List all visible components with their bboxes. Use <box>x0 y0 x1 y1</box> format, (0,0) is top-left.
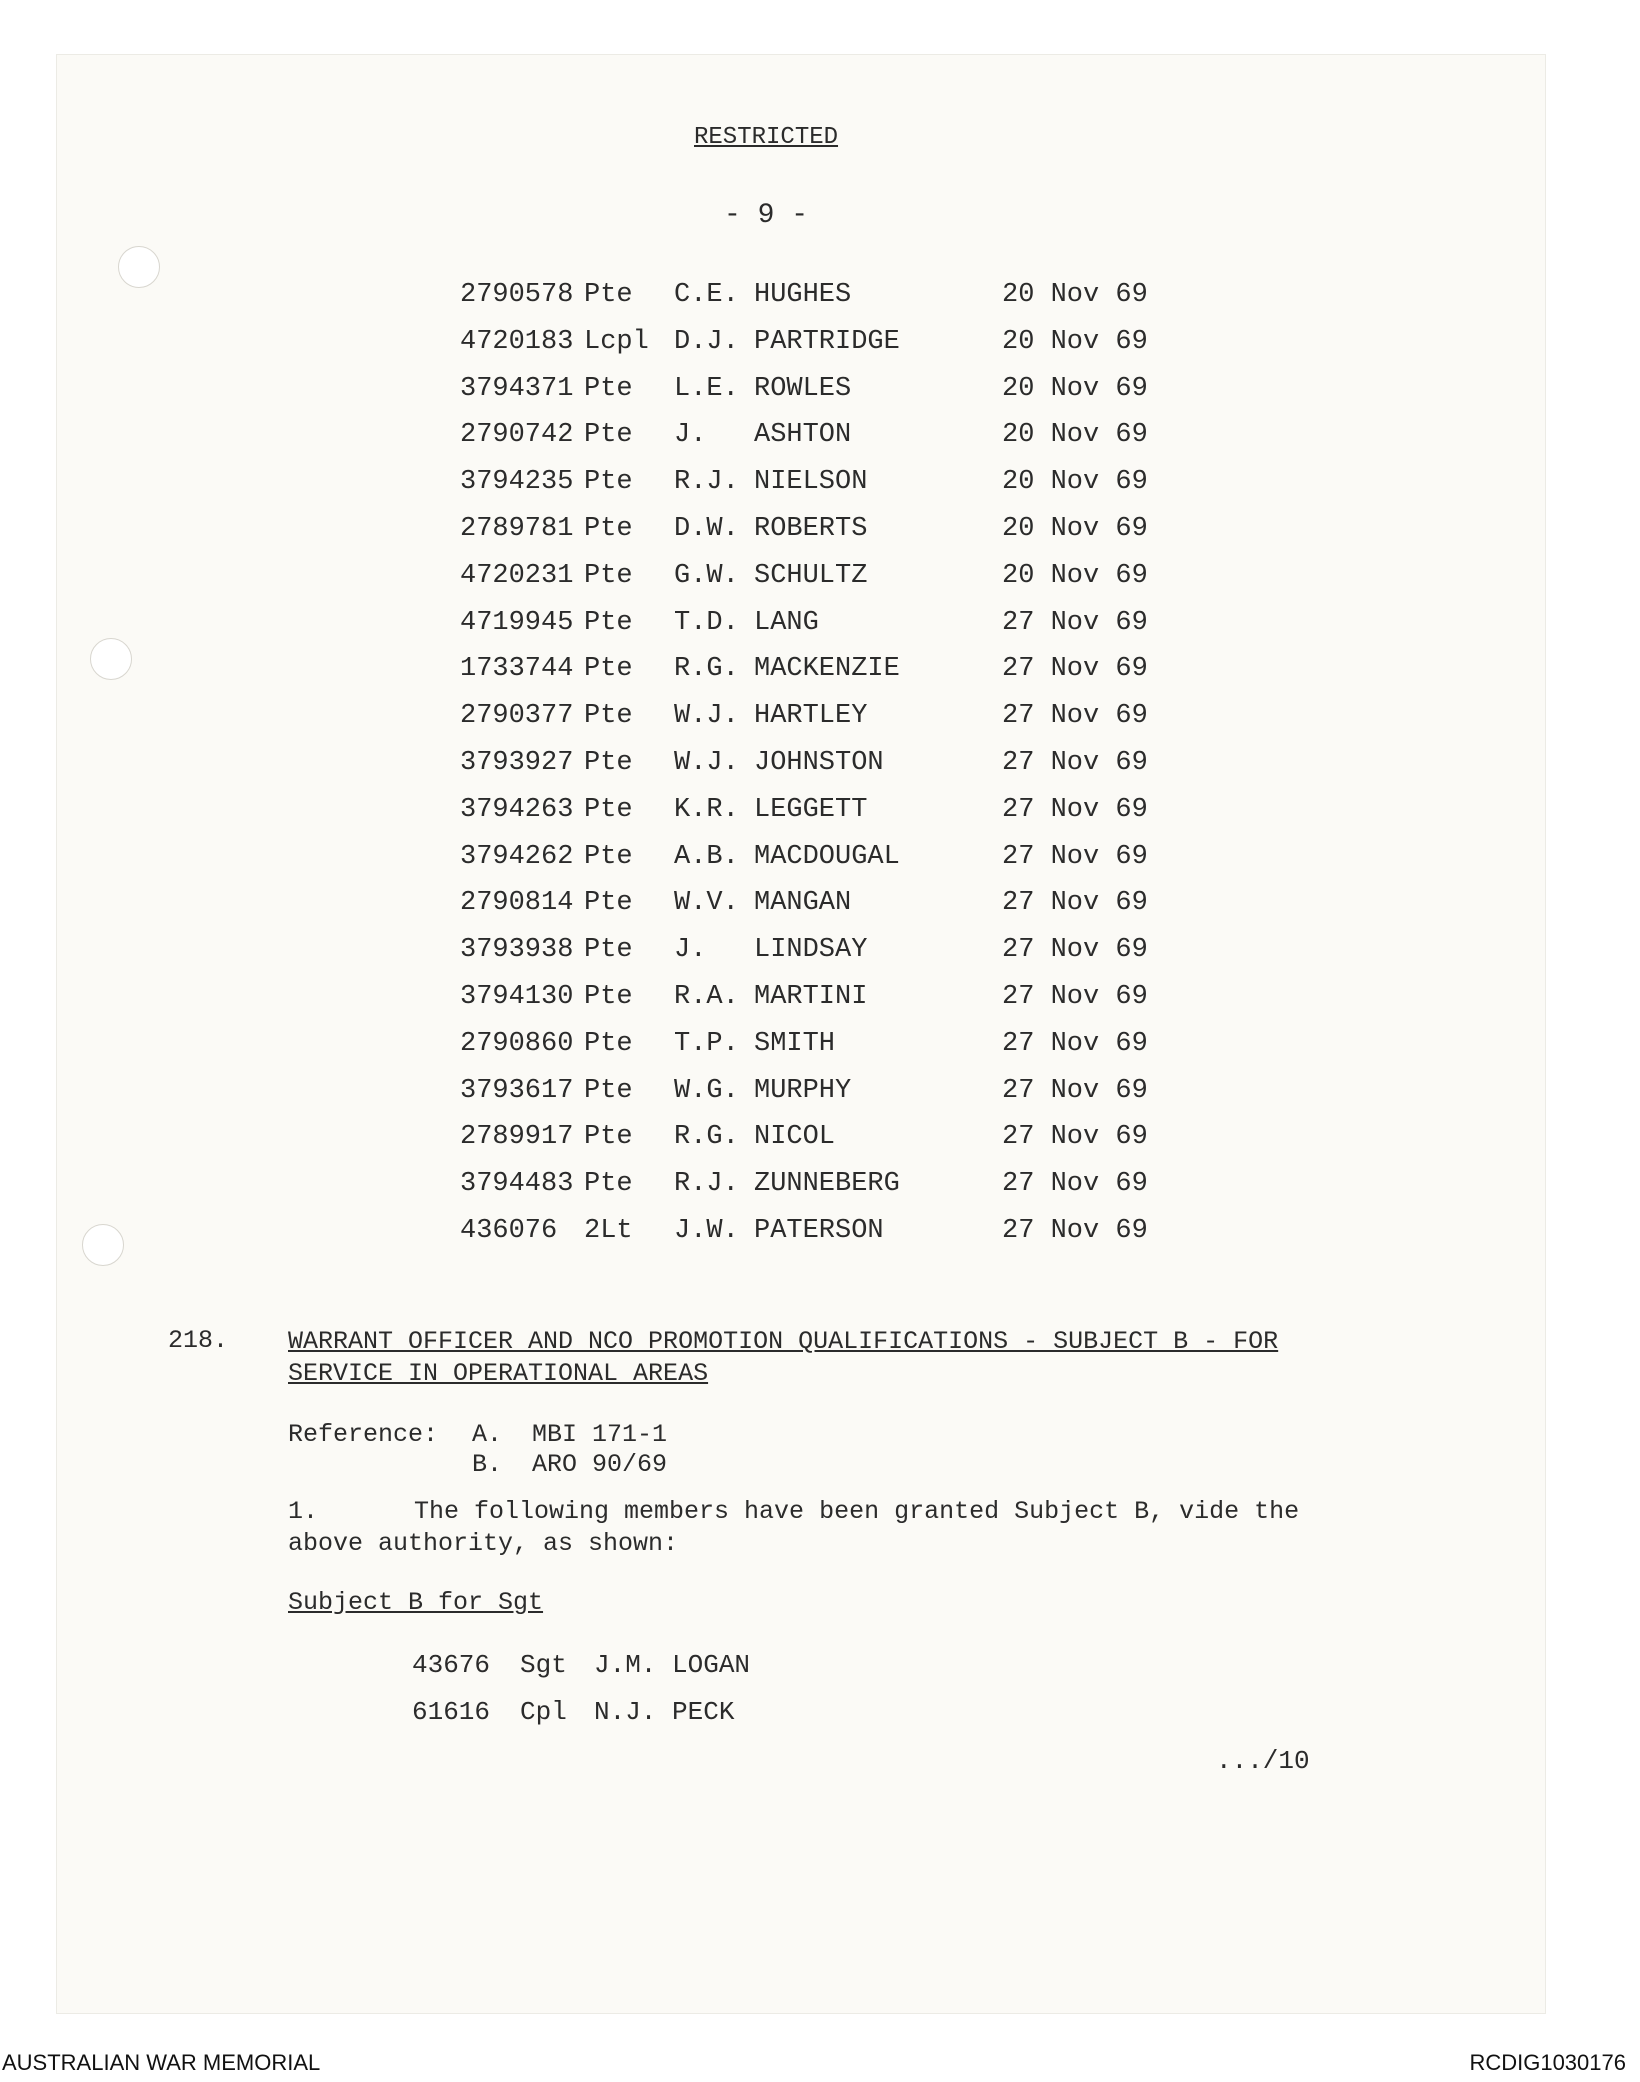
date: 27 Nov 69 <box>1002 935 1148 966</box>
surname: ROBERTS <box>754 514 868 544</box>
service-number: 2790578 <box>460 280 574 310</box>
page-number: - 9 - <box>724 200 809 231</box>
surname: MACKENZIE <box>754 654 900 685</box>
service-number: 4720231 <box>460 560 574 591</box>
rank: Cpl <box>520 1697 567 1727</box>
rank: Pte <box>584 420 633 451</box>
service-number: 3794483 <box>460 1169 574 1200</box>
punch-hole-bottom <box>82 1224 124 1266</box>
date: 20 Nov 69 <box>1002 420 1148 451</box>
reference-label: Reference: <box>288 1420 439 1449</box>
surname: ASHTON <box>754 420 852 451</box>
date: 27 Nov 69 <box>1002 654 1148 685</box>
date: 27 Nov 69 <box>1002 701 1148 732</box>
service-number: 2790860 <box>460 1028 574 1059</box>
surname: ROWLES <box>754 373 852 404</box>
rank: Pte <box>584 841 633 872</box>
service-number: 3794263 <box>460 794 574 825</box>
surname: PATERSON <box>754 1216 884 1246</box>
service-number: 4720183 <box>460 326 574 357</box>
service-number: 2789781 <box>460 514 574 544</box>
surname: HARTLEY <box>754 701 868 732</box>
paragraph-number: 1. <box>288 1497 319 1526</box>
date: 27 Nov 69 <box>1002 1075 1148 1106</box>
initials: R.A. <box>674 982 739 1012</box>
punch-hole-middle <box>90 638 132 680</box>
date: 27 Nov 69 <box>1002 1122 1148 1153</box>
surname: LEGGETT <box>754 794 868 825</box>
section-number: 218. <box>168 1326 229 1355</box>
rank: Pte <box>584 1028 633 1059</box>
service-number: 3794235 <box>460 467 574 498</box>
classification-heading: RESTRICTED <box>694 124 839 151</box>
initials: J. <box>674 935 707 966</box>
service-number: 2790377 <box>460 701 574 732</box>
surname: SMITH <box>754 1028 836 1059</box>
rank: Pte <box>584 654 633 685</box>
date: 27 Nov 69 <box>1002 1216 1148 1246</box>
initials: K.R. <box>674 794 739 825</box>
initials: R.G. <box>674 1122 739 1153</box>
rank: Pte <box>584 935 633 966</box>
surname: LINDSAY <box>754 935 868 966</box>
section-title: WARRANT OFFICER AND NCO PROMOTION QUALIFICATIONS - SUBJECT B - FOR SERVICE IN OPERATIONAL AREAS <box>288 1327 1279 1388</box>
surname: PARTRIDGE <box>754 326 900 357</box>
initials: W.J. <box>674 748 739 778</box>
surname: MARTINI <box>754 982 868 1012</box>
service-number: 2789917 <box>460 1122 574 1153</box>
initials: R.J. <box>674 1169 739 1200</box>
service-number: 3793938 <box>460 935 574 966</box>
initials: T.P. <box>674 1028 739 1059</box>
initials: W.J. <box>674 701 739 732</box>
service-number: 2790742 <box>460 420 574 451</box>
footer-source: AUSTRALIAN WAR MEMORIAL <box>2 2050 321 2075</box>
rank: 2Lt <box>584 1216 633 1246</box>
service-number: 3794371 <box>460 373 574 404</box>
initials: R.J. <box>674 467 739 498</box>
rank: Pte <box>584 748 633 778</box>
surname: JOHNSTON <box>754 748 884 778</box>
service-number: 2790814 <box>460 888 574 919</box>
service-number: 61616 <box>412 1697 491 1727</box>
rank: Pte <box>584 1169 633 1200</box>
date: 27 Nov 69 <box>1002 841 1148 872</box>
service-number: 43676 <box>412 1650 491 1680</box>
date: 20 Nov 69 <box>1002 467 1148 498</box>
rank: Pte <box>584 514 633 544</box>
rank: Pte <box>584 373 633 404</box>
reference-b: B. ARO 90/69 <box>472 1450 668 1479</box>
surname: MURPHY <box>754 1075 852 1106</box>
initials: C.E. <box>674 280 739 310</box>
initials: G.W. <box>674 560 739 591</box>
rank: Pte <box>584 701 633 732</box>
initials: A.B. <box>674 841 739 872</box>
surname: ZUNNEBERG <box>754 1169 900 1200</box>
date: 20 Nov 69 <box>1002 326 1148 357</box>
date: 20 Nov 69 <box>1002 514 1148 544</box>
date: 20 Nov 69 <box>1002 560 1148 591</box>
service-number: 436076 <box>460 1216 558 1246</box>
initials: W.V. <box>674 888 739 919</box>
date: 27 Nov 69 <box>1002 607 1148 638</box>
initials: L.E. <box>674 373 739 404</box>
initials: T.D. <box>674 607 739 638</box>
rank: Pte <box>584 467 633 498</box>
date: 20 Nov 69 <box>1002 280 1148 310</box>
rank: Pte <box>584 1075 633 1106</box>
rank: Pte <box>584 982 633 1012</box>
initials: R.G. <box>674 654 739 685</box>
date: 27 Nov 69 <box>1002 1169 1148 1200</box>
initials: D.W. <box>674 514 739 544</box>
service-number: 3793617 <box>460 1075 574 1106</box>
service-number: 3793927 <box>460 748 574 778</box>
rank: Lcpl <box>584 326 649 357</box>
date: 27 Nov 69 <box>1002 888 1148 919</box>
date: 27 Nov 69 <box>1002 1028 1148 1059</box>
paragraph-1 <box>288 1496 1338 1560</box>
initials: J. <box>674 420 707 451</box>
service-number: 3794262 <box>460 841 574 872</box>
surname: NICOL <box>754 1122 836 1153</box>
service-number: 4719945 <box>460 607 574 638</box>
rank: Sgt <box>520 1650 567 1680</box>
member-name: J.M. LOGAN <box>594 1650 751 1680</box>
date: 27 Nov 69 <box>1002 794 1148 825</box>
surname: HUGHES <box>754 280 852 310</box>
surname: NIELSON <box>754 467 868 498</box>
date: 27 Nov 69 <box>1002 982 1148 1012</box>
subheading: Subject B for Sgt <box>288 1588 544 1617</box>
surname: LANG <box>754 607 819 638</box>
initials: W.G. <box>674 1075 739 1106</box>
rank: Pte <box>584 794 633 825</box>
reference-a: A. MBI 171-1 <box>472 1420 668 1449</box>
date: 20 Nov 69 <box>1002 373 1148 404</box>
rank: Pte <box>584 280 633 310</box>
surname: SCHULTZ <box>754 560 868 591</box>
footer-id: RCDIG1030176 <box>1469 2050 1626 2075</box>
rank: Pte <box>584 888 633 919</box>
service-number: 3794130 <box>460 982 574 1012</box>
surname: MANGAN <box>754 888 852 919</box>
rank: Pte <box>584 1122 633 1153</box>
continued-marker: .../10 <box>1216 1746 1310 1776</box>
punch-hole-top <box>118 246 160 288</box>
initials: J.W. <box>674 1216 739 1246</box>
rank: Pte <box>584 607 633 638</box>
service-number: 1733744 <box>460 654 574 685</box>
rank: Pte <box>584 560 633 591</box>
initials: D.J. <box>674 326 739 357</box>
paragraph-text: The following members have been granted Subject B, vide the above authority, as shown: <box>288 1497 1300 1558</box>
member-name: N.J. PECK <box>594 1697 735 1727</box>
date: 27 Nov 69 <box>1002 748 1148 778</box>
surname: MACDOUGAL <box>754 841 900 872</box>
